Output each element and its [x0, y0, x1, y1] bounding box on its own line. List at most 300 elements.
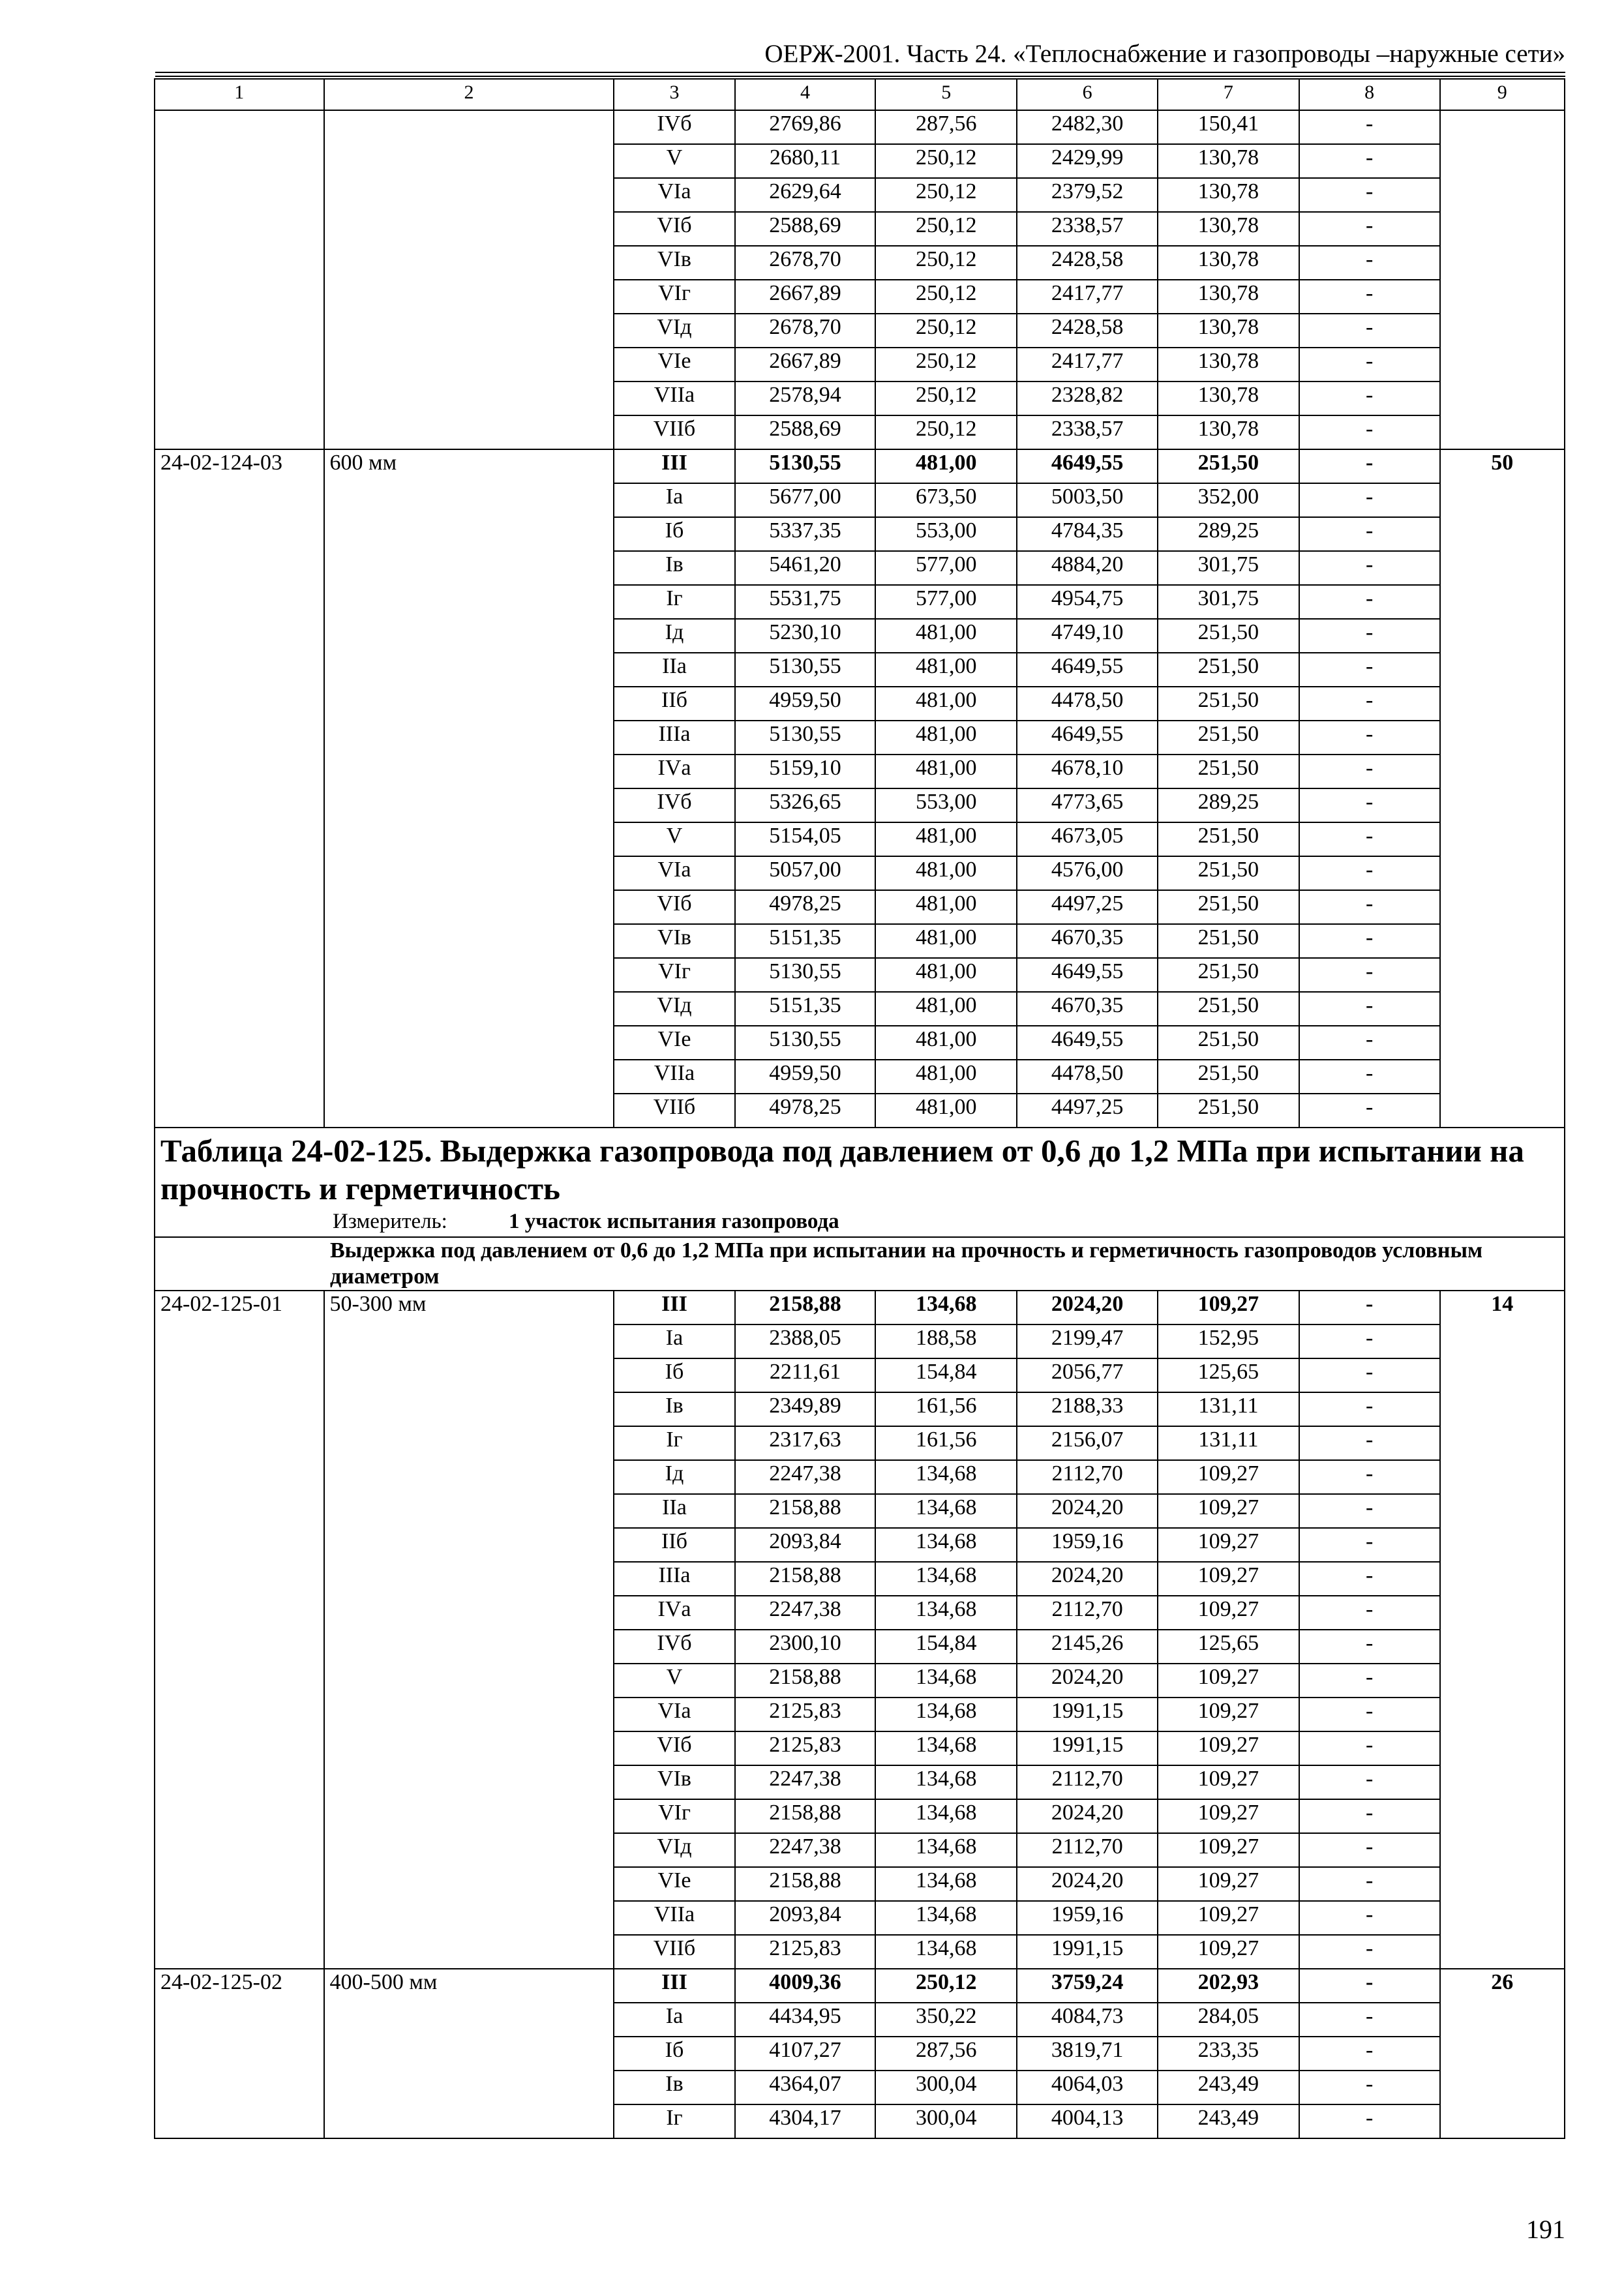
machine-cost-cell: 4673,05	[1017, 822, 1158, 856]
total-cost-cell: 5154,05	[735, 822, 876, 856]
column-number: 9	[1440, 79, 1565, 110]
labor-cost-cell: 26	[1440, 1969, 1565, 2003]
total-cost-cell: 2588,69	[735, 415, 876, 449]
machine-cost-cell: 2024,20	[1017, 1664, 1158, 1698]
table-row	[155, 314, 1565, 348]
total-cost-cell: 2349,89	[735, 1392, 876, 1426]
zone-cell: VIе	[614, 348, 734, 382]
diameter-cell	[324, 1731, 614, 1765]
rate-code-cell	[155, 2104, 324, 2138]
total-cost-cell: 4009,36	[735, 1969, 876, 2003]
wages-cell: 287,56	[875, 110, 1017, 144]
table-row	[155, 1698, 1565, 1731]
diameter-cell	[324, 924, 614, 958]
machine-cost-cell: 2056,77	[1017, 1358, 1158, 1392]
labor-cost-cell	[1440, 1460, 1565, 1494]
wages-cell: 481,00	[875, 687, 1017, 721]
machine-cost-cell: 5003,50	[1017, 483, 1158, 517]
labor-cost-cell: 14	[1440, 1291, 1565, 1324]
machinist-wages-cell: 251,50	[1158, 890, 1299, 924]
diameter-cell	[324, 1867, 614, 1901]
total-cost-cell: 2667,89	[735, 348, 876, 382]
table-title-cell	[155, 1128, 1565, 1237]
diameter-cell	[324, 822, 614, 856]
diameter-cell	[324, 1426, 614, 1460]
machinist-wages-cell: 130,78	[1158, 280, 1299, 314]
materials-cell: -	[1299, 890, 1440, 924]
diameter-cell	[324, 1460, 614, 1494]
labor-cost-cell	[1440, 1562, 1565, 1596]
rate-code-cell	[155, 721, 324, 755]
labor-cost-cell	[1440, 1698, 1565, 1731]
table-row	[155, 856, 1565, 890]
labor-cost-cell	[1440, 992, 1565, 1026]
column-number: 6	[1017, 79, 1158, 110]
machine-cost-cell: 1991,15	[1017, 1731, 1158, 1765]
wages-cell: 134,68	[875, 1494, 1017, 1528]
table-row	[155, 924, 1565, 958]
labor-cost-cell	[1440, 1867, 1565, 1901]
total-cost-cell: 5531,75	[735, 585, 876, 619]
machinist-wages-cell: 109,27	[1158, 1901, 1299, 1935]
machinist-wages-cell: 109,27	[1158, 1460, 1299, 1494]
zone-cell: Iб	[614, 2037, 734, 2071]
labor-cost-cell	[1440, 280, 1565, 314]
zone-cell: Iа	[614, 1324, 734, 1358]
materials-cell: -	[1299, 992, 1440, 1026]
labor-cost-cell	[1440, 551, 1565, 585]
labor-cost-cell	[1440, 890, 1565, 924]
materials-cell: -	[1299, 1698, 1440, 1731]
machinist-wages-cell: 109,27	[1158, 1698, 1299, 1731]
materials-cell: -	[1299, 2104, 1440, 2138]
machinist-wages-cell: 251,50	[1158, 1094, 1299, 1128]
diameter-cell	[324, 890, 614, 924]
materials-cell: -	[1299, 246, 1440, 280]
labor-cost-cell	[1440, 856, 1565, 890]
table-row	[155, 619, 1565, 653]
total-cost-cell: 2300,10	[735, 1630, 876, 1664]
rate-code-cell	[155, 1765, 324, 1799]
zone-cell: VIIб	[614, 415, 734, 449]
total-cost-cell: 2247,38	[735, 1833, 876, 1867]
zone-cell: Iв	[614, 1392, 734, 1426]
labor-cost-cell	[1440, 1324, 1565, 1358]
rate-code-cell	[155, 144, 324, 178]
materials-cell: -	[1299, 449, 1440, 483]
total-cost-cell: 4304,17	[735, 2104, 876, 2138]
section-heading: Выдержка под давлением от 0,6 до 1,2 МПа при испытании на прочность и герметичность газопроводов условным диаметром	[155, 1237, 1565, 1291]
machinist-wages-cell: 109,27	[1158, 1596, 1299, 1630]
rate-code-cell	[155, 1698, 324, 1731]
wages-cell: 134,68	[875, 1562, 1017, 1596]
machine-cost-cell: 2338,57	[1017, 212, 1158, 246]
total-cost-cell: 2211,61	[735, 1358, 876, 1392]
labor-cost-cell	[1440, 2104, 1565, 2138]
machine-cost-cell: 4497,25	[1017, 1094, 1158, 1128]
column-number: 7	[1158, 79, 1299, 110]
diameter-cell	[324, 517, 614, 551]
rate-code-cell	[155, 687, 324, 721]
wages-cell: 134,68	[875, 1833, 1017, 1867]
materials-cell: -	[1299, 721, 1440, 755]
labor-cost-cell	[1440, 110, 1565, 144]
wages-cell: 250,12	[875, 348, 1017, 382]
wages-cell: 481,00	[875, 449, 1017, 483]
zone-cell: Iг	[614, 585, 734, 619]
labor-cost-cell	[1440, 517, 1565, 551]
labor-cost-cell	[1440, 1060, 1565, 1094]
table-row	[155, 2037, 1565, 2071]
materials-cell: -	[1299, 1426, 1440, 1460]
table-row	[155, 1426, 1565, 1460]
table-row	[155, 449, 1565, 483]
diameter-cell	[324, 178, 614, 212]
table-row	[155, 1291, 1565, 1324]
zone-cell: VIд	[614, 314, 734, 348]
table-row	[155, 144, 1565, 178]
column-number: 8	[1299, 79, 1440, 110]
machine-cost-cell: 4649,55	[1017, 721, 1158, 755]
table-row	[155, 1664, 1565, 1698]
column-number: 5	[875, 79, 1017, 110]
total-cost-cell: 2125,83	[735, 1935, 876, 1969]
diameter-cell	[324, 687, 614, 721]
diameter-cell	[324, 1094, 614, 1128]
table-row	[155, 890, 1565, 924]
diameter-cell: 600 мм	[324, 449, 614, 483]
table-row	[155, 1460, 1565, 1494]
machine-cost-cell: 2112,70	[1017, 1596, 1158, 1630]
zone-cell: IIIа	[614, 1562, 734, 1596]
materials-cell: -	[1299, 788, 1440, 822]
machinist-wages-cell: 109,27	[1158, 1935, 1299, 1969]
column-number: 4	[735, 79, 876, 110]
zone-cell: IVа	[614, 1596, 734, 1630]
materials-cell: -	[1299, 1731, 1440, 1765]
materials-cell: -	[1299, 1664, 1440, 1698]
table-row	[155, 958, 1565, 992]
diameter-cell	[324, 1698, 614, 1731]
table-row	[155, 992, 1565, 1026]
table-row	[155, 110, 1565, 144]
zone-cell: IIа	[614, 653, 734, 687]
machine-cost-cell: 2328,82	[1017, 382, 1158, 415]
table-row	[155, 1935, 1565, 1969]
total-cost-cell: 5151,35	[735, 992, 876, 1026]
diameter-cell	[324, 415, 614, 449]
zone-cell: VIе	[614, 1026, 734, 1060]
total-cost-cell: 5130,55	[735, 958, 876, 992]
table-row	[155, 1630, 1565, 1664]
rate-code-cell	[155, 1358, 324, 1392]
zone-cell: III	[614, 1969, 734, 2003]
rate-code-cell	[155, 178, 324, 212]
rate-code-cell	[155, 314, 324, 348]
total-cost-cell: 2158,88	[735, 1867, 876, 1901]
labor-cost-cell	[1440, 1731, 1565, 1765]
labor-cost-cell	[1440, 1528, 1565, 1562]
materials-cell: -	[1299, 1528, 1440, 1562]
machine-cost-cell: 2417,77	[1017, 348, 1158, 382]
rate-code-cell	[155, 110, 324, 144]
labor-cost-cell	[1440, 788, 1565, 822]
materials-cell: -	[1299, 924, 1440, 958]
machine-cost-cell: 2024,20	[1017, 1562, 1158, 1596]
materials-cell: -	[1299, 2003, 1440, 2037]
rate-code-cell	[155, 517, 324, 551]
table-row	[155, 517, 1565, 551]
table-title-row	[155, 1128, 1565, 1237]
machine-cost-cell: 2428,58	[1017, 246, 1158, 280]
machinist-wages-cell: 130,78	[1158, 178, 1299, 212]
zone-cell: VIIб	[614, 1094, 734, 1128]
wages-cell: 250,12	[875, 280, 1017, 314]
rate-code-cell	[155, 1094, 324, 1128]
diameter-cell	[324, 1494, 614, 1528]
diameter-cell	[324, 788, 614, 822]
materials-cell: -	[1299, 2071, 1440, 2104]
zone-cell: IVб	[614, 788, 734, 822]
materials-cell: -	[1299, 1026, 1440, 1060]
machinist-wages-cell: 109,27	[1158, 1562, 1299, 1596]
machine-cost-cell: 2112,70	[1017, 1765, 1158, 1799]
rate-code-cell	[155, 992, 324, 1026]
labor-cost-cell	[1440, 1358, 1565, 1392]
diameter-cell: 400-500 мм	[324, 1969, 614, 2003]
labor-cost-cell	[1440, 822, 1565, 856]
total-cost-cell: 5677,00	[735, 483, 876, 517]
table-row	[155, 687, 1565, 721]
machinist-wages-cell: 251,50	[1158, 449, 1299, 483]
zone-cell: VIIб	[614, 1935, 734, 1969]
diameter-cell	[324, 1935, 614, 1969]
total-cost-cell: 2158,88	[735, 1494, 876, 1528]
machine-cost-cell: 2429,99	[1017, 144, 1158, 178]
measure-line	[160, 1208, 1557, 1236]
labor-cost-cell	[1440, 585, 1565, 619]
rate-code-cell	[155, 348, 324, 382]
machine-cost-cell: 2024,20	[1017, 1291, 1158, 1324]
rate-code-cell	[155, 1833, 324, 1867]
materials-cell: -	[1299, 1460, 1440, 1494]
materials-cell: -	[1299, 415, 1440, 449]
zone-cell: Iд	[614, 619, 734, 653]
table-row	[155, 1494, 1565, 1528]
labor-cost-cell	[1440, 755, 1565, 788]
column-number-row	[155, 79, 1565, 110]
zone-cell: VIв	[614, 924, 734, 958]
machinist-wages-cell: 130,78	[1158, 415, 1299, 449]
table-body	[155, 79, 1565, 2138]
wages-cell: 481,00	[875, 1026, 1017, 1060]
labor-cost-cell	[1440, 246, 1565, 280]
labor-cost-cell	[1440, 2071, 1565, 2104]
machinist-wages-cell: 125,65	[1158, 1630, 1299, 1664]
wages-cell: 577,00	[875, 585, 1017, 619]
rate-code-cell	[155, 619, 324, 653]
machinist-wages-cell: 243,49	[1158, 2071, 1299, 2104]
rate-code-cell	[155, 280, 324, 314]
wages-cell: 134,68	[875, 1460, 1017, 1494]
wages-cell: 134,68	[875, 1765, 1017, 1799]
diameter-cell	[324, 1765, 614, 1799]
diameter-cell	[324, 1630, 614, 1664]
rate-code-cell	[155, 1060, 324, 1094]
zone-cell: VIIа	[614, 382, 734, 415]
rate-code-cell	[155, 382, 324, 415]
diameter-cell	[324, 551, 614, 585]
zone-cell: VIв	[614, 1765, 734, 1799]
machinist-wages-cell: 251,50	[1158, 1060, 1299, 1094]
diameter-cell	[324, 1324, 614, 1358]
wages-cell: 134,68	[875, 1731, 1017, 1765]
labor-cost-cell	[1440, 382, 1565, 415]
machinist-wages-cell: 130,78	[1158, 382, 1299, 415]
labor-cost-cell	[1440, 1494, 1565, 1528]
table-row	[155, 551, 1565, 585]
table-row	[155, 1867, 1565, 1901]
materials-cell: -	[1299, 755, 1440, 788]
total-cost-cell: 2247,38	[735, 1765, 876, 1799]
wages-cell: 481,00	[875, 653, 1017, 687]
total-cost-cell: 4107,27	[735, 2037, 876, 2071]
labor-cost-cell	[1440, 1664, 1565, 1698]
machine-cost-cell: 4649,55	[1017, 958, 1158, 992]
rate-code-cell	[155, 1731, 324, 1765]
machinist-wages-cell: 125,65	[1158, 1358, 1299, 1392]
machinist-wages-cell: 130,78	[1158, 348, 1299, 382]
machinist-wages-cell: 109,27	[1158, 1833, 1299, 1867]
wages-cell: 250,12	[875, 246, 1017, 280]
diameter-cell	[324, 1528, 614, 1562]
wages-cell: 134,68	[875, 1698, 1017, 1731]
wages-cell: 134,68	[875, 1291, 1017, 1324]
labor-cost-cell	[1440, 1901, 1565, 1935]
rate-code-cell	[155, 2071, 324, 2104]
table-row	[155, 1562, 1565, 1596]
wages-cell: 134,68	[875, 1867, 1017, 1901]
machinist-wages-cell: 301,75	[1158, 585, 1299, 619]
zone-cell: IVб	[614, 110, 734, 144]
diameter-cell	[324, 1026, 614, 1060]
machine-cost-cell: 2482,30	[1017, 110, 1158, 144]
total-cost-cell: 5130,55	[735, 721, 876, 755]
labor-cost-cell	[1440, 1392, 1565, 1426]
machine-cost-cell: 4678,10	[1017, 755, 1158, 788]
diameter-cell	[324, 2003, 614, 2037]
zone-cell: IVб	[614, 1630, 734, 1664]
zone-cell: III	[614, 1291, 734, 1324]
materials-cell: -	[1299, 382, 1440, 415]
zone-cell: Iд	[614, 1460, 734, 1494]
zone-cell: V	[614, 822, 734, 856]
wages-cell: 481,00	[875, 992, 1017, 1026]
wages-cell: 481,00	[875, 924, 1017, 958]
machinist-wages-cell: 152,95	[1158, 1324, 1299, 1358]
table-row	[155, 822, 1565, 856]
materials-cell: -	[1299, 1358, 1440, 1392]
table-row	[155, 1799, 1565, 1833]
wages-cell: 134,68	[875, 1596, 1017, 1630]
labor-cost-cell	[1440, 1935, 1565, 1969]
rate-code-cell	[155, 212, 324, 246]
zone-cell: Iг	[614, 1426, 734, 1460]
diameter-cell	[324, 958, 614, 992]
total-cost-cell: 2158,88	[735, 1799, 876, 1833]
machinist-wages-cell: 243,49	[1158, 2104, 1299, 2138]
machine-cost-cell: 4670,35	[1017, 992, 1158, 1026]
machine-cost-cell: 4004,13	[1017, 2104, 1158, 2138]
rate-code-cell	[155, 1562, 324, 1596]
table-row	[155, 585, 1565, 619]
zone-cell: VIд	[614, 992, 734, 1026]
total-cost-cell: 2388,05	[735, 1324, 876, 1358]
machinist-wages-cell: 109,27	[1158, 1799, 1299, 1833]
zone-cell: VIа	[614, 856, 734, 890]
machine-cost-cell: 4649,55	[1017, 653, 1158, 687]
table-row	[155, 1094, 1565, 1128]
labor-cost-cell: 50	[1440, 449, 1565, 483]
rate-code-cell	[155, 1596, 324, 1630]
wages-cell: 481,00	[875, 1094, 1017, 1128]
zone-cell: V	[614, 1664, 734, 1698]
materials-cell: -	[1299, 958, 1440, 992]
rate-code-cell	[155, 1324, 324, 1358]
materials-cell: -	[1299, 144, 1440, 178]
diameter-cell	[324, 2071, 614, 2104]
materials-cell: -	[1299, 1833, 1440, 1867]
table-row	[155, 1392, 1565, 1426]
machine-cost-cell: 4576,00	[1017, 856, 1158, 890]
machinist-wages-cell: 130,78	[1158, 212, 1299, 246]
wages-cell: 250,12	[875, 415, 1017, 449]
materials-cell: -	[1299, 1291, 1440, 1324]
rate-code-cell: 24-02-125-01	[155, 1291, 324, 1324]
machinist-wages-cell: 109,27	[1158, 1765, 1299, 1799]
machine-cost-cell: 3819,71	[1017, 2037, 1158, 2071]
total-cost-cell: 2680,11	[735, 144, 876, 178]
diameter-cell	[324, 653, 614, 687]
labor-cost-cell	[1440, 314, 1565, 348]
wages-cell: 481,00	[875, 721, 1017, 755]
rate-code-cell	[155, 1901, 324, 1935]
labor-cost-cell	[1440, 212, 1565, 246]
page-number: 191	[1526, 2215, 1565, 2244]
total-cost-cell: 2125,83	[735, 1698, 876, 1731]
wages-cell: 250,12	[875, 144, 1017, 178]
materials-cell: -	[1299, 1969, 1440, 2003]
zone-cell: VIб	[614, 890, 734, 924]
machinist-wages-cell: 109,27	[1158, 1528, 1299, 1562]
machinist-wages-cell: 251,50	[1158, 822, 1299, 856]
zone-cell: IIб	[614, 1528, 734, 1562]
materials-cell: -	[1299, 687, 1440, 721]
materials-cell: -	[1299, 1765, 1440, 1799]
materials-cell: -	[1299, 551, 1440, 585]
machinist-wages-cell: 130,78	[1158, 314, 1299, 348]
price-table	[154, 78, 1565, 2139]
wages-cell: 553,00	[875, 517, 1017, 551]
rate-code-cell	[155, 1630, 324, 1664]
rate-code-cell	[155, 890, 324, 924]
rate-code-cell	[155, 415, 324, 449]
total-cost-cell: 2317,63	[735, 1426, 876, 1460]
machine-cost-cell: 4670,35	[1017, 924, 1158, 958]
wages-cell: 250,12	[875, 314, 1017, 348]
table-row	[155, 788, 1565, 822]
materials-cell: -	[1299, 1935, 1440, 1969]
